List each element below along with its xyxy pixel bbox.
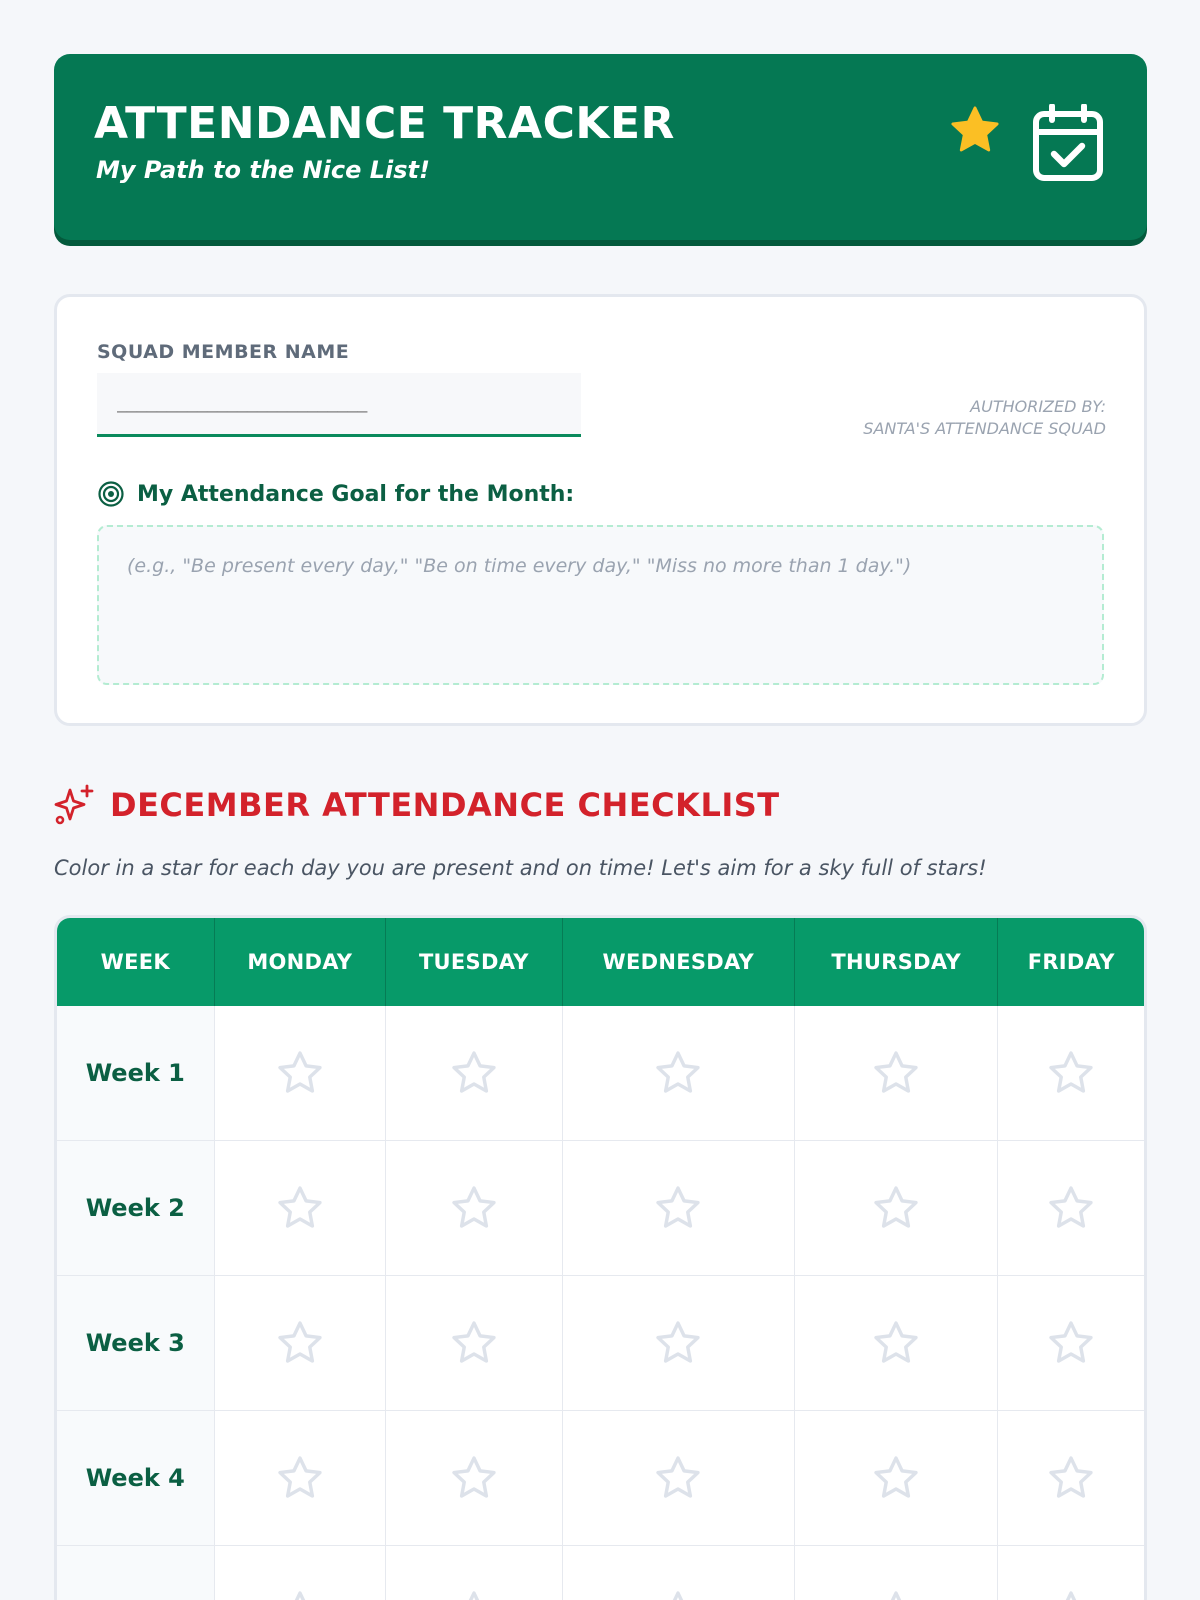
star-cell-friday[interactable] [998, 1006, 1144, 1140]
star-outline-icon [870, 1452, 922, 1504]
star-outline-icon [448, 1587, 500, 1600]
star-outline-icon [870, 1587, 922, 1600]
table-body [57, 1006, 1144, 1600]
star-outline-icon [652, 1047, 704, 1099]
star-cell-wednesday[interactable] [563, 1276, 795, 1410]
col-header-friday: FRIDAY [1027, 950, 1115, 974]
col-header-thursday: THURSDAY [795, 918, 998, 1006]
star-cell-thursday[interactable] [795, 1141, 998, 1275]
star-outline-icon [1045, 1452, 1097, 1504]
star-outline-icon [1045, 1182, 1097, 1234]
star-cell-friday[interactable] [998, 1141, 1144, 1275]
star-cell-tuesday[interactable] [386, 1006, 563, 1140]
star-outline-icon [870, 1317, 922, 1369]
star-cell-monday[interactable] [215, 1276, 387, 1410]
table-row [57, 1546, 1144, 1600]
header-banner [54, 54, 1147, 240]
checklist-instruction: Color in a star for each day you are present and on time! Let's aim for a sky full of stars! [54, 856, 987, 880]
table-row [57, 1006, 1144, 1141]
member-card [54, 294, 1147, 726]
star-cell-tuesday[interactable] [386, 1276, 563, 1410]
star-outline-icon [274, 1317, 326, 1369]
star-cell-friday[interactable] [998, 1411, 1144, 1545]
star-outline-icon [274, 1587, 326, 1600]
table-row [57, 1411, 1144, 1546]
star-cell-tuesday[interactable] [386, 1141, 563, 1275]
authorized-by [863, 396, 1106, 440]
name-input[interactable] [97, 373, 581, 437]
star-outline-icon [870, 1182, 922, 1234]
star-cell-monday[interactable] [215, 1141, 387, 1275]
star-cell-thursday[interactable] [795, 1276, 998, 1410]
star-cell-wednesday[interactable] [563, 1546, 795, 1600]
star-outline-icon [1045, 1587, 1097, 1600]
col-header-week: WEEK [57, 918, 215, 1006]
col-header-wednesday: WEDNESDAY [563, 918, 795, 1006]
star-icon [947, 102, 1003, 158]
star-cell-wednesday[interactable] [563, 1411, 795, 1545]
star-outline-icon [1045, 1047, 1097, 1099]
star-cell-wednesday[interactable] [563, 1006, 795, 1140]
calendar-check-icon [1032, 104, 1104, 182]
goal-heading [97, 480, 574, 508]
checklist-heading [54, 784, 780, 826]
week-label [57, 1546, 215, 1600]
week-label: Week 2 [57, 1141, 215, 1275]
star-outline-icon [448, 1452, 500, 1504]
star-cell-friday[interactable] [998, 1546, 1144, 1600]
table-header [57, 918, 1144, 1006]
star-outline-icon [870, 1047, 922, 1099]
star-cell-wednesday[interactable] [563, 1141, 795, 1275]
star-outline-icon [652, 1317, 704, 1369]
star-outline-icon [652, 1452, 704, 1504]
star-outline-icon [448, 1047, 500, 1099]
star-outline-icon [652, 1587, 704, 1600]
sparkles-icon [54, 784, 96, 826]
star-outline-icon [274, 1452, 326, 1504]
star-cell-tuesday[interactable] [386, 1411, 563, 1545]
target-icon [97, 480, 125, 508]
star-cell-thursday[interactable] [795, 1006, 998, 1140]
star-cell-monday[interactable] [215, 1546, 387, 1600]
page-title: ATTENDANCE TRACKER [94, 98, 675, 149]
star-outline-icon [652, 1182, 704, 1234]
goal-textarea[interactable] [97, 525, 1104, 685]
authorized-line-1: AUTHORIZED BY: [970, 397, 1106, 416]
page-subtitle: My Path to the Nice List! [96, 156, 430, 184]
star-cell-thursday[interactable] [795, 1546, 998, 1600]
star-outline-icon [274, 1047, 326, 1099]
table-row [57, 1141, 1144, 1276]
star-cell-friday[interactable] [998, 1276, 1144, 1410]
star-outline-icon [448, 1317, 500, 1369]
star-cell-tuesday[interactable] [386, 1546, 563, 1600]
col-header-monday: MONDAY [215, 918, 387, 1006]
star-cell-monday[interactable] [215, 1411, 387, 1545]
table-row [57, 1276, 1144, 1411]
week-label: Week 3 [57, 1276, 215, 1410]
goal-placeholder: (e.g., "Be present every day," "Be on time every day," "Miss no more than 1 day.") [127, 555, 912, 577]
goal-label: My Attendance Goal for the Month: [137, 481, 575, 507]
col-header-tuesday: TUESDAY [386, 918, 563, 1006]
star-outline-icon [1045, 1317, 1097, 1369]
star-cell-monday[interactable] [215, 1006, 387, 1140]
checklist-title: DECEMBER ATTENDANCE CHECKLIST [110, 786, 780, 824]
star-outline-icon [448, 1182, 500, 1234]
authorized-line-2: SANTA'S ATTENDANCE SQUAD [863, 419, 1106, 438]
week-label: Week 4 [57, 1411, 215, 1545]
star-cell-thursday[interactable] [795, 1411, 998, 1545]
attendance-table [54, 915, 1147, 1600]
week-label: Week 1 [57, 1006, 215, 1140]
name-label: SQUAD MEMBER NAME [97, 341, 350, 363]
star-outline-icon [274, 1182, 326, 1234]
